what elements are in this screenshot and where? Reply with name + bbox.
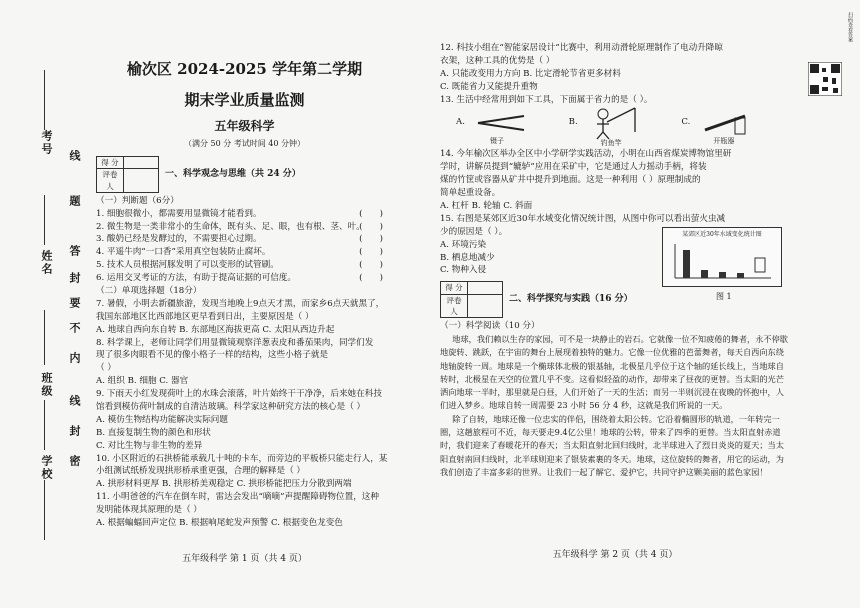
water-bar-chart [663, 240, 779, 284]
answer-paren[interactable]: ( ) [359, 234, 383, 245]
page-two [440, 0, 790, 608]
exam-info: （满分 50 分 考试时间 40 分钟） [183, 139, 306, 148]
qr-code-icon [808, 62, 842, 96]
margin-label: 封 [68, 425, 81, 438]
q12-line: 12. 科技小组在“智能家居设计”比赛中，利用动滑轮原理制作了电动升降晾 [440, 43, 723, 53]
choice-heading: （二）单项选择题（18分） [96, 285, 202, 296]
grader-label: 评卷人 [441, 294, 468, 318]
q13-options [456, 106, 790, 148]
reading-paragraph: 除了自转，地球还像一位忠实的伴侣，围绕着太阳公转。它沿着椭圆形的轨道，一年转完一圈，这趟旅程可不近，每天要走9.4亿公里！地球的公转，带来了四季的更替。当太阳直射赤道时，我们迎来了春暖花开的春天；当太阳直射北回归线时，北半球进入了烈日炎炎的夏天；当太阳直射南回归线时，北半球则迎来了银装素裹的冬天。地球，这位旋转的舞者，用它的运动，为我们创造了丰富多彩的世界。让我们一起了解它、爱护它，共同守护这颗美丽的蓝色家园！ [440, 413, 784, 477]
question-2 [96, 221, 397, 234]
tweezers-icon [476, 110, 526, 136]
q12-line: A. 只能改变用力方向 B. 比定滑轮节省更多材料 [440, 68, 621, 79]
choice-line: 馆看到模仿荷叶制成的自清洁玻璃。科学家这种研究方法的核心是（ ） [96, 402, 366, 412]
q14-line: 14. 今年榆次区举办全区中小学研学实践活动，小明在山西省煤炭博物馆里研 [440, 149, 732, 160]
option-letter: C. [681, 117, 691, 128]
q13-option-a[interactable] [456, 106, 565, 148]
reading-heading: （一）科学阅读（10 分） [440, 321, 540, 332]
question-text: 4. 平遥牛肉“一口香”采用真空包装防止腐坏。 [96, 247, 271, 258]
q13-line: 13. 生活中经常用到如下工具，下面属于省力的是（ ）。 [440, 94, 653, 105]
q15-line: A. 环境污染 [440, 239, 487, 250]
section1-header [96, 156, 397, 193]
choice-line: C. 对比生物与非生物的差异 [96, 440, 203, 451]
margin-label-class: 班级 [40, 372, 53, 398]
question-3 [96, 233, 397, 246]
question-text: 2. 微生物是一类非常小的生命体，既有头、足、眼，也有根、茎、叶。 [96, 221, 365, 232]
exam-title: 榆次区 2024-2025 学年第二学期 [126, 60, 363, 78]
choice-line: 8. 科学课上，老师让同学们用显微镜观察洋葱表皮和番茄果肉，同学们发 [96, 337, 374, 348]
choice-line: 小组测试纸桥发现拱形桥承重更强，合理的解释是（ ） [96, 466, 305, 477]
q12-line: 衣架，这种工具的优势是（ ） [440, 55, 555, 66]
fill-line [44, 480, 45, 540]
answer-paren[interactable]: ( ) [359, 221, 383, 232]
margin-label: 不 [68, 322, 81, 335]
choice-line: 7. 暑假，小明去新疆旅游，发现当地晚上9点天才黑，而家乡6点天就黑了， [96, 298, 385, 309]
exam-subtitle: 期末学业质量监测 [184, 90, 305, 109]
score-label: 得 分 [441, 282, 468, 294]
q14-line: A. 杠杆 B. 轮轴 C. 斜面 [440, 201, 533, 212]
page-footer: 五年级科学 第 2 页（共 4 页） [552, 549, 678, 560]
margin-label-school: 学校 [40, 455, 53, 481]
figure-caption: 图 1 [716, 291, 732, 301]
grader-cell[interactable] [468, 294, 503, 318]
margin-label: 线 [68, 395, 81, 408]
fill-line [44, 400, 45, 450]
choice-line: A. 模仿生物结构功能解决实际问题 [96, 414, 228, 425]
question-text: 3. 酸奶已经是发酵过的，不需要担心过期。 [96, 234, 262, 245]
choice-line: （ ） [96, 363, 116, 374]
answer-paren[interactable]: ( ) [359, 260, 383, 271]
question-1 [96, 208, 397, 221]
bottle-opener-icon [701, 110, 751, 136]
margin-label-name: 姓名 [40, 250, 53, 276]
q14-line: 煤的竹筐或容器从矿井中提升到地面。这是一种利用（ ）原理制成的 [440, 175, 701, 186]
choice-line: A. 根据蝙蝠回声定位 B. 根据响尾蛇发声预警 C. 根据变色龙变色 [96, 518, 343, 529]
q15-line: B. 栖息地减少 [440, 252, 495, 263]
margin-label: 答 [68, 245, 81, 258]
score-cell[interactable] [124, 157, 159, 169]
choice-line: 9. 下雨天小红发现荷叶上的水珠会滚落，叶片始终干干净净，后来她在科技 [96, 389, 382, 400]
score-cell[interactable] [468, 282, 503, 294]
page-one [92, 0, 397, 608]
q15-line: 15. 右图是某郊区近30年水域变化情况统计图，从图中你可以看出萤火虫减 [440, 213, 726, 224]
question-text: 1. 细胞很微小，都需要用显微镜才能看到。 [96, 208, 262, 219]
option-caption: 镊子 [490, 137, 504, 146]
figure-title: 某郊区近30年水域变化统计图 [682, 230, 762, 238]
page-footer: 五年级科学 第 1 页（共 4 页） [182, 553, 307, 564]
grader-label: 评卷人 [97, 169, 124, 193]
q12-block [440, 42, 790, 106]
qr-code-area[interactable] [808, 12, 854, 104]
option-letter: B. [568, 117, 578, 128]
grader-cell[interactable] [124, 169, 159, 193]
section-title: 二、科学探究与实践（16 分） [509, 293, 633, 304]
choice-line: 现了很多肉眼看不见的像小格子一样的结构，这些小格子就是 [96, 350, 329, 361]
margin-label: 题 [68, 195, 81, 208]
fishing-rod-icon [589, 106, 639, 140]
q14-line: 简单起重设备。 [440, 188, 501, 199]
option-caption: 钓鱼竿 [600, 139, 622, 148]
choice-line: 11. 小明爸爸的汽车在倒车时，雷达会发出“嘀嘀”声提醒障碍物位置，这种 [96, 492, 379, 503]
score-label: 得 分 [97, 157, 124, 169]
judge-heading: （一）判断题（6分） [96, 195, 179, 206]
q14-block [440, 148, 790, 212]
choice-line: A. 地球自西向东自转 B. 东部地区海拔更高 C. 太阳从西边升起 [96, 324, 335, 335]
score-table [96, 156, 159, 193]
answer-paren[interactable]: ( ) [359, 247, 383, 258]
option-letter: A. [456, 117, 465, 128]
margin-label: 密 [68, 455, 81, 468]
reading-paragraph: 地球，我们赖以生存的家园，可不是一块静止的岩石。它就像一位不知疲倦的舞者，永不停歇地旋转、跳跃，在宇宙的舞台上展现着独特的魅力。它像一位优雅的芭蕾舞者，每天自西向东绕地轴旋转一周。地球是一个椭球体北极的银基轴，北极星几乎位于这个轴的延长线上，当地球自转时，北极星在天空的位置几乎不变。这看似轻盈的动作，却带来了昼夜的更替。当太阳的光芒洒向地球一半时，那里就是白昼，人们开始了一天的生活；而另一半则沉浸在夜晚的怀抱中，人们进入梦乡。地球自转一周需要 23 小时 56 分 4 秒，这就是我们所说的一天。 [440, 334, 788, 411]
margin-label: 线 [68, 150, 81, 163]
qr-caption: 扫码查看答案 [847, 12, 853, 42]
choice-line: 发明能体现其原理的是（ ） [96, 505, 202, 516]
choice-line: B. 直接复制生物的颜色和形状 [96, 427, 211, 438]
water-area-figure [662, 227, 782, 287]
margin-label: 要 [68, 297, 81, 310]
exam-grade: 五年级科学 [214, 119, 275, 133]
fill-line [44, 195, 45, 245]
choice-line: 10. 小区附近的石拱桥能承载几十吨的卡车，而旁边的平板桥只能走行人，某 [96, 453, 388, 464]
question-text: 5. 技术人员根据河豚发明了可以变形的试管刷。 [96, 260, 279, 271]
q12-line: C. 既能省力又能提升重物 [440, 81, 538, 92]
question-6 [96, 272, 397, 285]
q13-option-c[interactable] [681, 106, 790, 148]
question-4 [96, 246, 397, 259]
question-text: 6. 运用交叉考证的方法，有助于提高证据的可信度。 [96, 273, 296, 284]
choice-line: A. 拱形材料更厚 B. 拱形桥美观稳定 C. 拱形桥能把压力分散到两端 [96, 479, 352, 490]
fill-line [44, 310, 45, 365]
fill-line [44, 70, 45, 130]
choice-line: A. 组织 B. 细胞 C. 器官 [96, 376, 189, 387]
q14-line: 学时，讲解员提到“辘轳”应用在采矿中，它是通过人力摇动手柄，将装 [440, 162, 707, 173]
answer-paren[interactable]: ( ) [359, 273, 383, 284]
q15-line: C. 物种入侵 [440, 265, 487, 276]
score-table [440, 281, 503, 318]
margin-label: 封 [68, 272, 81, 285]
question-5 [96, 259, 397, 272]
margin-label: 内 [68, 352, 81, 365]
margin-label-exam-number: 考号 [40, 130, 53, 156]
option-caption: 开瓶器 [713, 137, 735, 146]
q13-option-b[interactable] [569, 106, 678, 148]
answer-paren[interactable]: ( ) [359, 208, 383, 219]
judge-block [96, 195, 397, 530]
q15-line: 少的原因是（ ）。 [440, 226, 508, 237]
choice-line: 我国东部地区比西部地区更早看到日出，主要原因是（ ） [96, 311, 314, 322]
section-title: 一、科学观念与思维（共 24 分） [165, 168, 301, 179]
